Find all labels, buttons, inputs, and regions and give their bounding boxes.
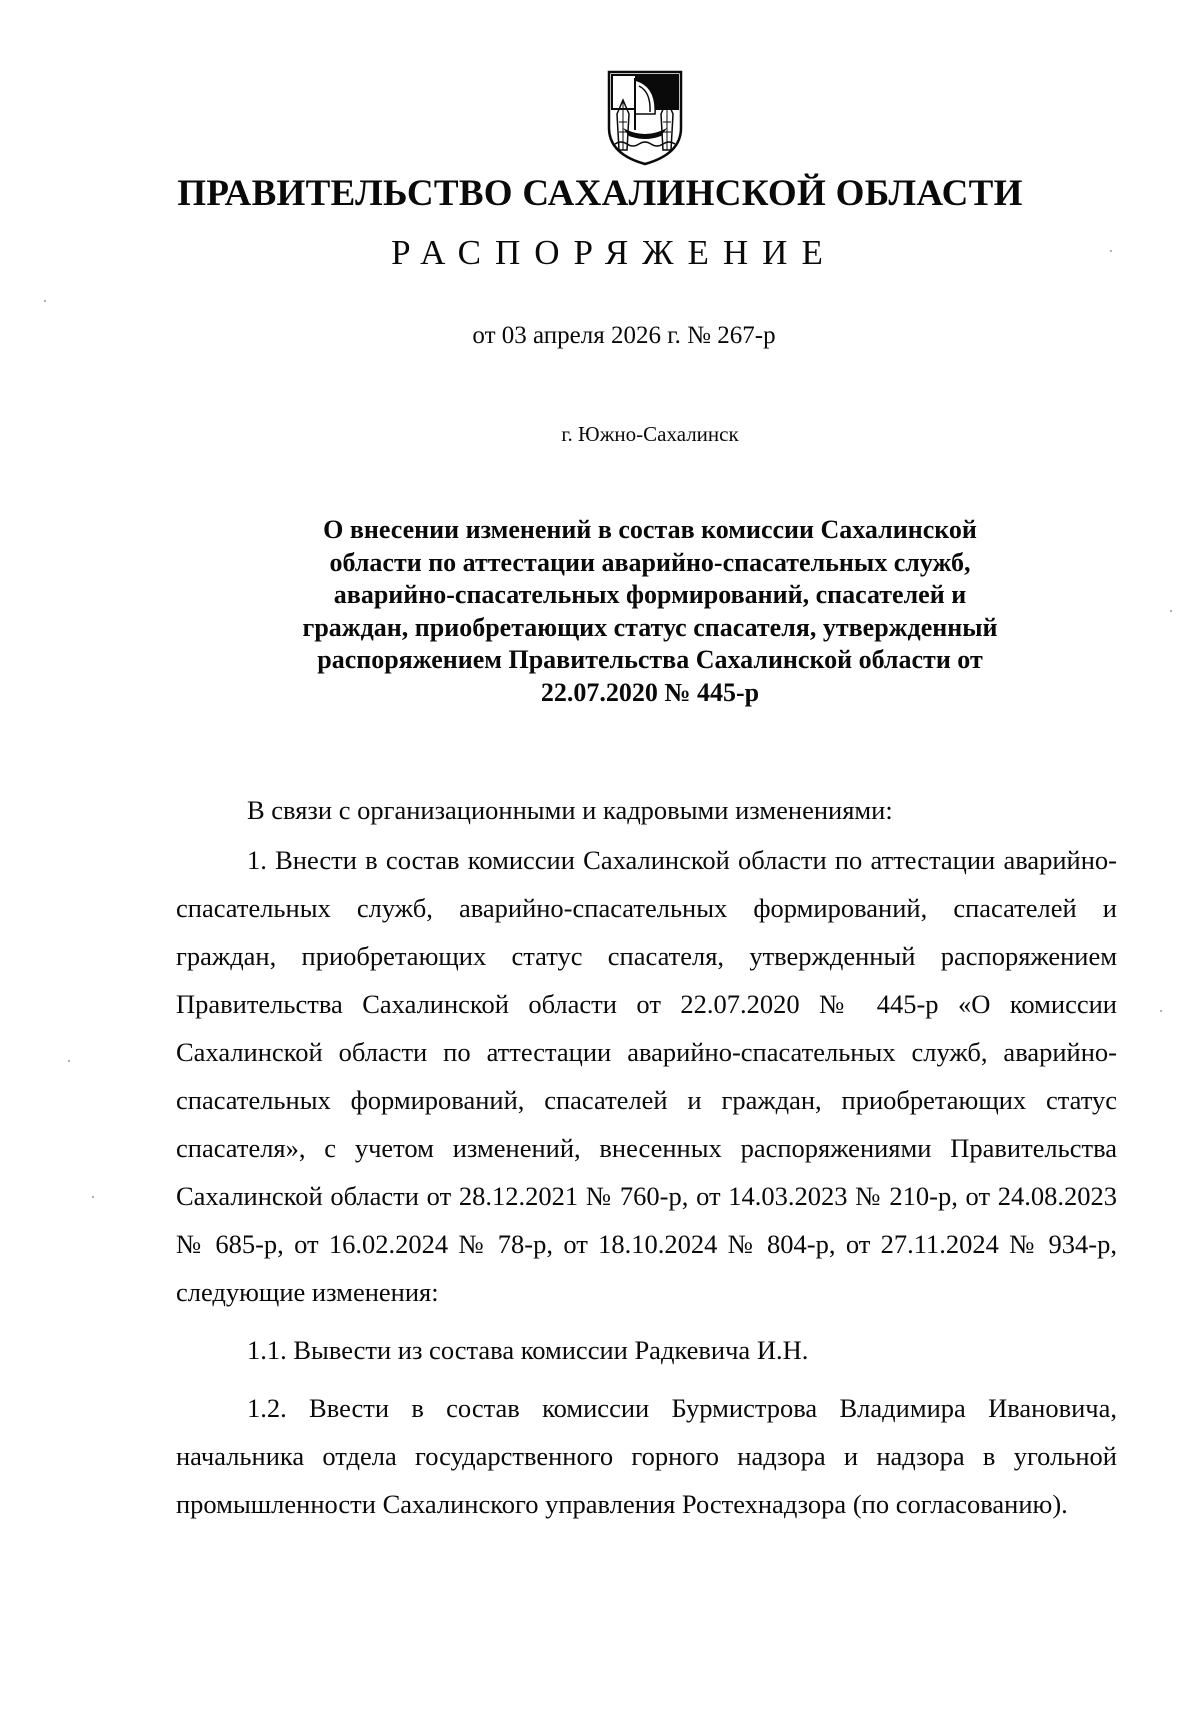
document-date-number: от 03 апреля 2026 г. № 267-р bbox=[472, 322, 776, 349]
scan-speck bbox=[68, 1060, 70, 1062]
scan-speck bbox=[92, 1196, 94, 1198]
paragraph-1: 1. Внести в состав комиссии Сахалинской области по аттестации аварийно-спасательных служб, аварийно-спасательных формирований, спасателей и граждан, приобретающих статус спасателя, утвержденный распоряжением Правительства Сахалинской области от 22.07.2020 № 445-р «О комиссии Сахалинской области по аттестации аварийно-спасательных служб, аварийно-спасательных формирований, спасателей и граждан, приобретающих статус спасателя», с учетом изменений, внесенных распоряжениями Правительства Сахалинской области от 28.12.2021 № 760-р, от 14.03.2023 № 210-р, от 24.08.2023 № 685-р, от 16.02.2024 № 78-р, от 18.10.2024 № 804-р, от 27.11.2024 № 934-р, следующие изменения: bbox=[176, 845, 1117, 1307]
scan-speck bbox=[1170, 610, 1172, 612]
government-title: ПРАВИТЕЛЬСТВО САХАЛИНСКОЙ ОБЛАСТИ bbox=[177, 173, 1023, 214]
paragraph-1-2: 1.2. Ввести в состав комиссии Бурмистрова Владимира Ивановича, начальника отдела государственного горного надзора и надзора в угольной промышленности Сахалинского управления Ростехнадзора (по согласованию). bbox=[176, 1393, 1117, 1519]
document-body bbox=[176, 786, 1117, 1538]
scan-speck bbox=[44, 300, 46, 302]
document-type: РАСПОРЯЖЕНИЕ bbox=[391, 233, 837, 272]
document-subject: О внесении изменений в состав комиссии Сахалинской области по аттестации аварийно-спасательных служб, аварийно-спасательных формирований, спасателей и граждан, приобретающих статус спасателя, утвержденный распоряжением Правительства Сахалинской области от 22.07.2020 № 445-р bbox=[302, 515, 998, 707]
coat-of-arms-icon bbox=[605, 70, 685, 166]
paragraph-1-1: 1.1. Вывести из состава комиссии Радкевича И.Н. bbox=[247, 1335, 809, 1365]
scan-speck bbox=[1160, 1010, 1162, 1012]
document-city: г. Южно-Сахалинск bbox=[561, 422, 739, 446]
intro-paragraph: В связи с организационными и кадровыми изменениями: bbox=[247, 795, 893, 825]
scan-speck bbox=[1110, 250, 1112, 252]
